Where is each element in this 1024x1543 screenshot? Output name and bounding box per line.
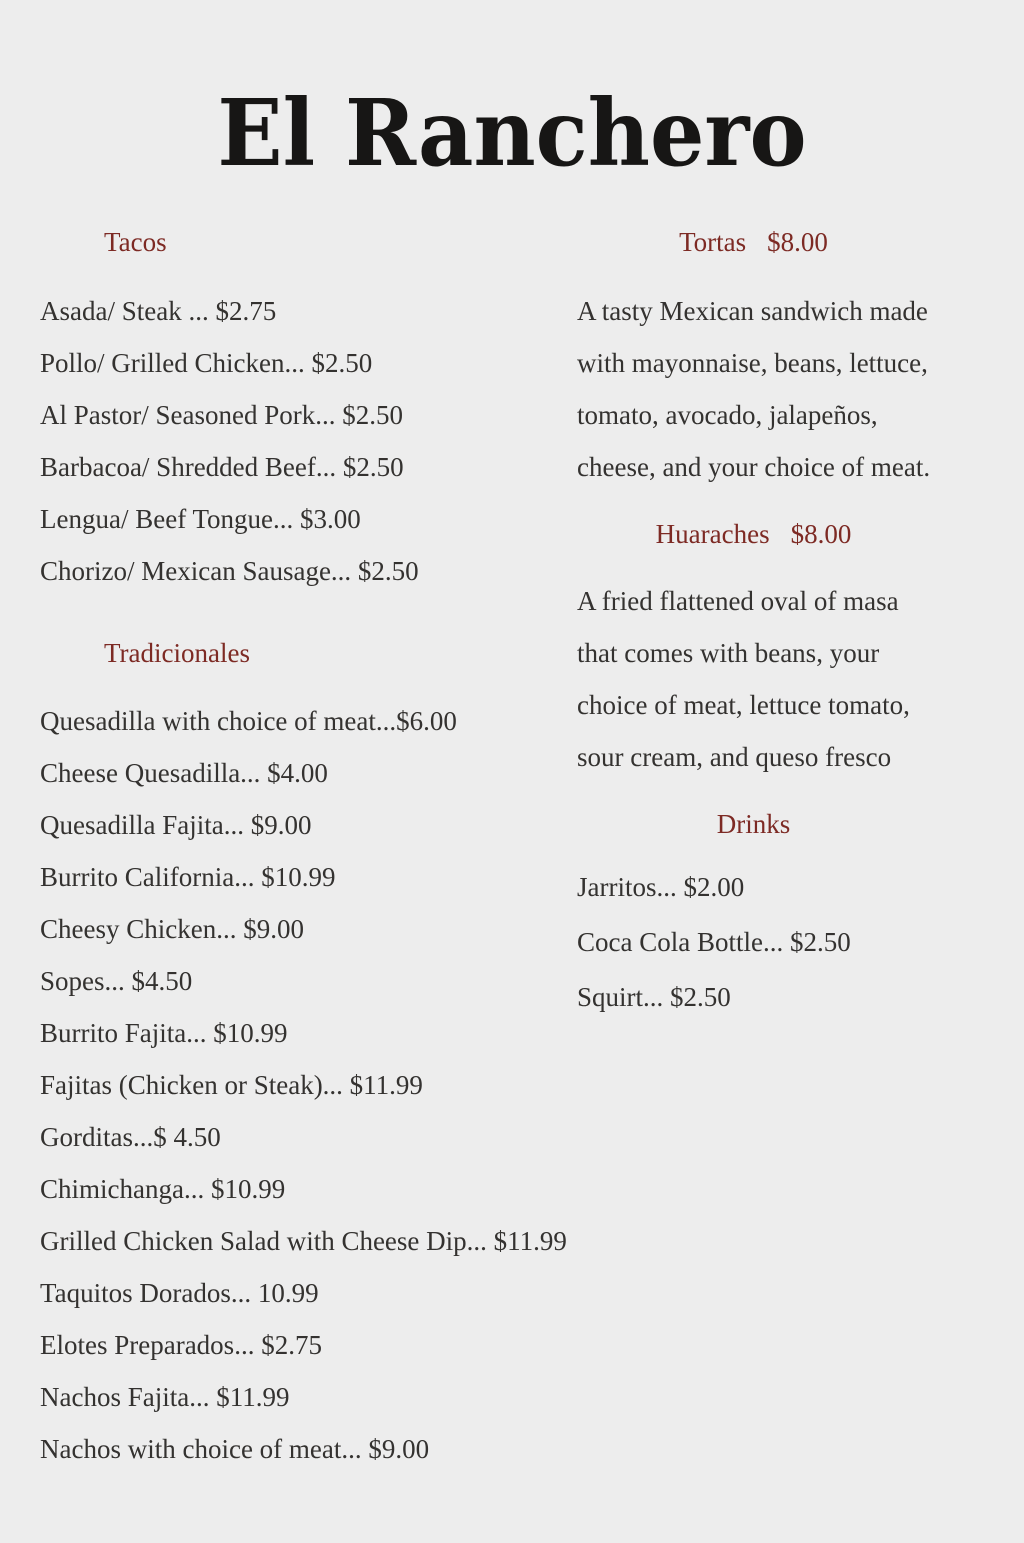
section-huaraches (577, 517, 930, 783)
huaraches-price: $8.00 (790, 519, 852, 549)
tacos-item: Pollo/ Grilled Chicken... $2.50 (40, 348, 373, 378)
tortas-description (577, 285, 930, 493)
drinks-heading: Drinks (716, 809, 791, 839)
drinks-item: Squirt... $2.50 (577, 982, 731, 1012)
tradicionales-item: Taquitos Dorados... 10.99 (40, 1278, 319, 1308)
tradicionales-item: Nachos Fajita... $11.99 (40, 1382, 290, 1412)
huaraches-description-line: A fried flattened oval of masa (577, 586, 899, 616)
huaraches-heading (577, 517, 930, 551)
huaraches-heading-label: Huaraches (655, 519, 770, 549)
tacos-item: Al Pastor/ Seasoned Pork... $2.50 (40, 400, 403, 430)
tortas-description-line: tomato, avocado, jalapeños, (577, 400, 878, 430)
tortas-price: $8.00 (767, 227, 828, 257)
tradicionales-item: Quesadilla Fajita... $9.00 (40, 810, 312, 840)
tortas-description-line: cheese, and your choice of meat. (577, 452, 931, 482)
tortas-heading (577, 225, 930, 259)
drinks-item: Coca Cola Bottle... $2.50 (577, 927, 851, 957)
huaraches-description-line: that comes with beans, your (577, 638, 880, 668)
huaraches-description-line: choice of meat, lettuce tomato, (577, 690, 910, 720)
huaraches-description (577, 575, 930, 783)
tacos-item: Chorizo/ Mexican Sausage... $2.50 (40, 556, 419, 586)
right-column (577, 225, 930, 1475)
tradicionales-list (40, 695, 577, 1475)
tacos-item: Lengua/ Beef Tongue... $3.00 (40, 504, 361, 534)
tradicionales-item: Nachos with choice of meat... $9.00 (40, 1434, 430, 1464)
section-drinks (577, 807, 930, 1025)
tradicionales-item: Elotes Preparados... $2.75 (40, 1330, 322, 1360)
tradicionales-item: Quesadilla with choice of meat...$6.00 (40, 706, 457, 736)
tortas-description-line: with mayonnaise, beans, lettuce, (577, 348, 928, 378)
left-column (40, 225, 577, 1475)
huaraches-description-line: sour cream, and queso fresco (577, 742, 892, 772)
tradicionales-item: Burrito Fajita... $10.99 (40, 1018, 288, 1048)
tacos-item: Asada/ Steak ... $2.75 (40, 296, 277, 326)
tacos-item: Barbacoa/ Shredded Beef... $2.50 (40, 452, 404, 482)
tradicionales-item: Gorditas...$ 4.50 (40, 1122, 221, 1152)
section-tradicionales (40, 636, 577, 1475)
tradicionales-item: Sopes... $4.50 (40, 966, 193, 996)
section-tacos (40, 225, 577, 597)
drinks-item: Jarritos... $2.00 (577, 872, 745, 902)
section-tortas (577, 225, 930, 493)
drinks-list (577, 860, 930, 1025)
tacos-heading: Tacos (104, 227, 167, 257)
tortas-heading-label: Tortas (679, 227, 747, 257)
menu-columns (0, 225, 1024, 1475)
tacos-list (40, 285, 577, 597)
tortas-description-line: A tasty Mexican sandwich made (577, 296, 928, 326)
restaurant-title: El Ranchero (217, 79, 807, 187)
tradicionales-item: Cheesy Chicken... $9.00 (40, 914, 304, 944)
tradicionales-item: Fajitas (Chicken or Steak)... $11.99 (40, 1070, 423, 1100)
tradicionales-item: Grilled Chicken Salad with Cheese Dip... $11.99 (40, 1226, 567, 1256)
tradicionales-heading: Tradicionales (104, 638, 250, 668)
tradicionales-item: Cheese Quesadilla... $4.00 (40, 758, 328, 788)
tradicionales-item: Burrito California... $10.99 (40, 862, 336, 892)
tradicionales-item: Chimichanga... $10.99 (40, 1174, 286, 1204)
